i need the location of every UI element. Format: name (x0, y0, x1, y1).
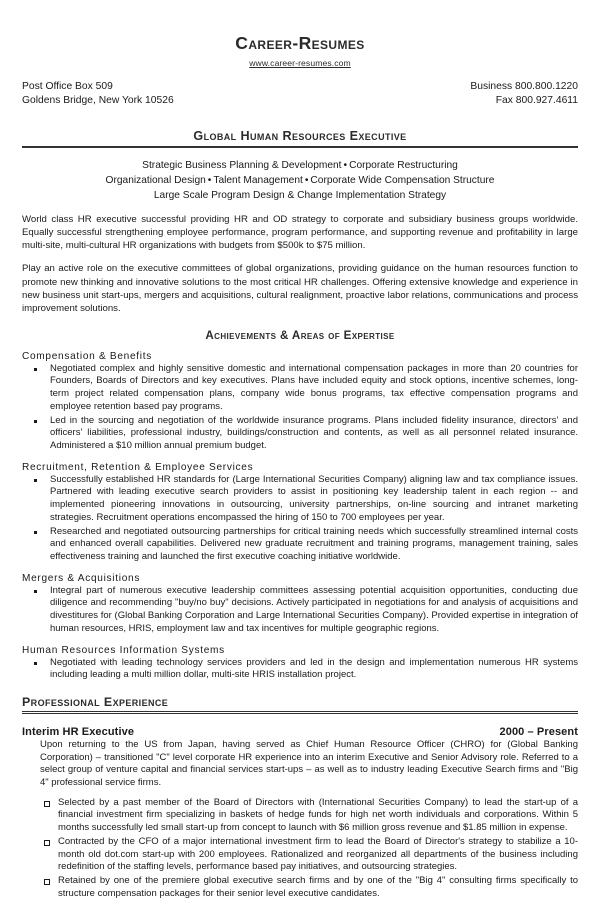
title-banner (22, 129, 578, 148)
list-item: Integral part of numerous executive leadership committees assessing potential acquisition opportunities, conducting due diligence and recommending "buy/no buy" decisions. Actively participated in negotiations for and analysis of acquisitions and divestitures for (Global Banking Corporation and Large International Securities Company). Provided expertise in integration of human resources, HRIS, employment law and tax incentives for multiple geographic regions. (22, 585, 578, 636)
tagline-1a: Strategic Business Planning & Development (142, 160, 342, 171)
job-achievement-list (22, 797, 578, 900)
fax-number: Fax 800.927.4611 (495, 95, 578, 107)
list-item: Led in the sourcing and negotiation of the worldwide insurance programs. Plans included fidelity insurance, directors' and officers' liabilities, professional industry, buildings/construction and contents, as well as all personnel related insurance. Administered a $10 million annual premium budget. (22, 415, 578, 453)
summary-paragraph-2: Play an active role on the executive committees of global organizations, providing guidance on the human resources function to promote new thinking and innovative solutions to the most critical HR challenges. Offering extensive knowledge and experience in new business unit start-ups, mergers and acquisitions, cultural realignment, proactive labor relations, communications and process improvement solutions. (22, 263, 578, 314)
tagline-2c: Corporate Wide Compensation Structure (310, 174, 495, 186)
list-item: Researched and negotiated outsourcing partnerships for critical training needs which successfully streamlined internal costs and enhanced overall capabilities. Delivered new graduate recruitment and training programs, management training, sales effectiveness training and launched the first executive coaching initiative worldwide. (22, 526, 578, 564)
achievement-list-compensation (22, 363, 578, 453)
experience-divider (22, 711, 578, 714)
job-dates: 2000 – Present (499, 725, 578, 738)
contact-address (22, 80, 174, 108)
achievements-heading: Achievements & Areas of Expertise (205, 328, 395, 342)
tagline-line-3: Large Scale Program Design & Change Implementation Strategy (153, 189, 447, 201)
subheading-compensation-benefits: Compensation & Benefits (22, 350, 152, 362)
job-summary: Upon returning to the US from Japan, having served as Chief Human Resource Officer (CHRO) for (Global Banking Corporation) – transitioned "C" level corporate HR experience into an interim Executive and Senior Advisory role. Referred to a select group of venture capital and financial services start-ups – as well as to industry leading Executive Search firms and "Big 4" professional service firms. (40, 738, 578, 788)
tagline-line-1 (22, 159, 578, 174)
job-title: Interim HR Executive (22, 725, 135, 738)
business-phone: Business 800.800.1220 (470, 81, 578, 93)
address-line-2: Goldens Bridge, New York 10526 (22, 95, 174, 107)
list-item: Successfully established HR standards for (Large International Securities Company) aligning law and tax compliance issues. Partnered with leading executive search providers to assist in positioning key leadership talent in each region -- and implemented pioneering innovations in outsourcing, university partnerships, on-line sourcing and intranet marketing strategies. Recruitment operations encompassed the hiring of 150 to 700 employees per year. (22, 474, 578, 525)
bullet-separator-icon: • (304, 174, 309, 186)
banner-divider (22, 146, 578, 149)
tagline-2b: Talent Management (213, 174, 303, 186)
contact-phone (470, 80, 578, 108)
subheading-mergers-acquisitions: Mergers & Acquisitions (22, 572, 141, 584)
brand-website-link[interactable]: www.career-resumes.com (249, 58, 351, 69)
contact-row (22, 80, 578, 108)
bullet-separator-icon: • (343, 160, 348, 171)
summary-paragraph-1: World class HR executive successful providing HR and OD strategy to corporate and subsidiary business groups worldwide. Equally successful strengthening employee performance, program performance, and supporting revenue and profitability in large multi-site, multi-cultural HR organizations with budgets from $500k to $75 million. (22, 214, 578, 252)
spacer (22, 790, 578, 796)
achievement-list-mergers (22, 585, 578, 636)
tagline-1b: Corporate Restructuring (349, 160, 458, 171)
achievement-list-recruitment (22, 474, 578, 564)
list-item: Negotiated complex and highly sensitive domestic and international compensation packages in more than 20 countries for Founders, Boards of Directors and key executives. Plans have included equity and stock options, incentive schemes, long-term project related compensation plans, company wide bonus programs, tax effective compensation programs and employee retention based pay programs. (22, 363, 578, 414)
list-item: Contracted by the CFO of a major international investment firm to lead the Board of Director's strategy to stabilize a 10-month old dot.com start-up with 200 employees. Rationalized and reorganized all departments of the business including redefinition of the staffing levels, performance based pay initiatives, and outsourcing strategies. (22, 836, 578, 874)
experience-heading-wrap (22, 695, 578, 714)
list-item: Negotiated with leading technology services providers and led in the design and implementation numerous HR systems including leading a multi million dollar, multi-site HRIS installation project. (22, 657, 578, 682)
subheading-hris: Human Resources Information Systems (22, 644, 225, 656)
letterhead (22, 34, 578, 71)
bullet-separator-icon: • (207, 174, 212, 186)
list-item: Selected by a past member of the Board of Directors with (International Securities Company) to lead the start-up of a financial investment firm specializing in baskets of hedge funds for high net worth individuals and corporations. Within 5 months successfully led small start-up from concept to launch with $6 million gross revenue and $1.85 million in expense. (22, 797, 578, 835)
page-title: Global Human Resources Executive (193, 129, 407, 144)
achievements-section (22, 351, 578, 682)
address-line-1: Post Office Box 509 (22, 81, 113, 93)
tagline-line-2 (22, 174, 578, 189)
tagline-2a: Organizational Design (105, 174, 206, 186)
experience-heading: Professional Experience (22, 695, 169, 710)
tagline (22, 159, 578, 203)
achievement-list-hris (22, 657, 578, 682)
subheading-recruitment-retention: Recruitment, Retention & Employee Services (22, 461, 254, 473)
list-item: Retained by one of the premiere global executive search firms and by one of the "Big 4" consulting firms specifically to structure compensation packages for their senior level executive candidates. (22, 875, 578, 900)
job-entry-header (22, 726, 578, 738)
brand-title: Career-Resumes (235, 33, 365, 53)
